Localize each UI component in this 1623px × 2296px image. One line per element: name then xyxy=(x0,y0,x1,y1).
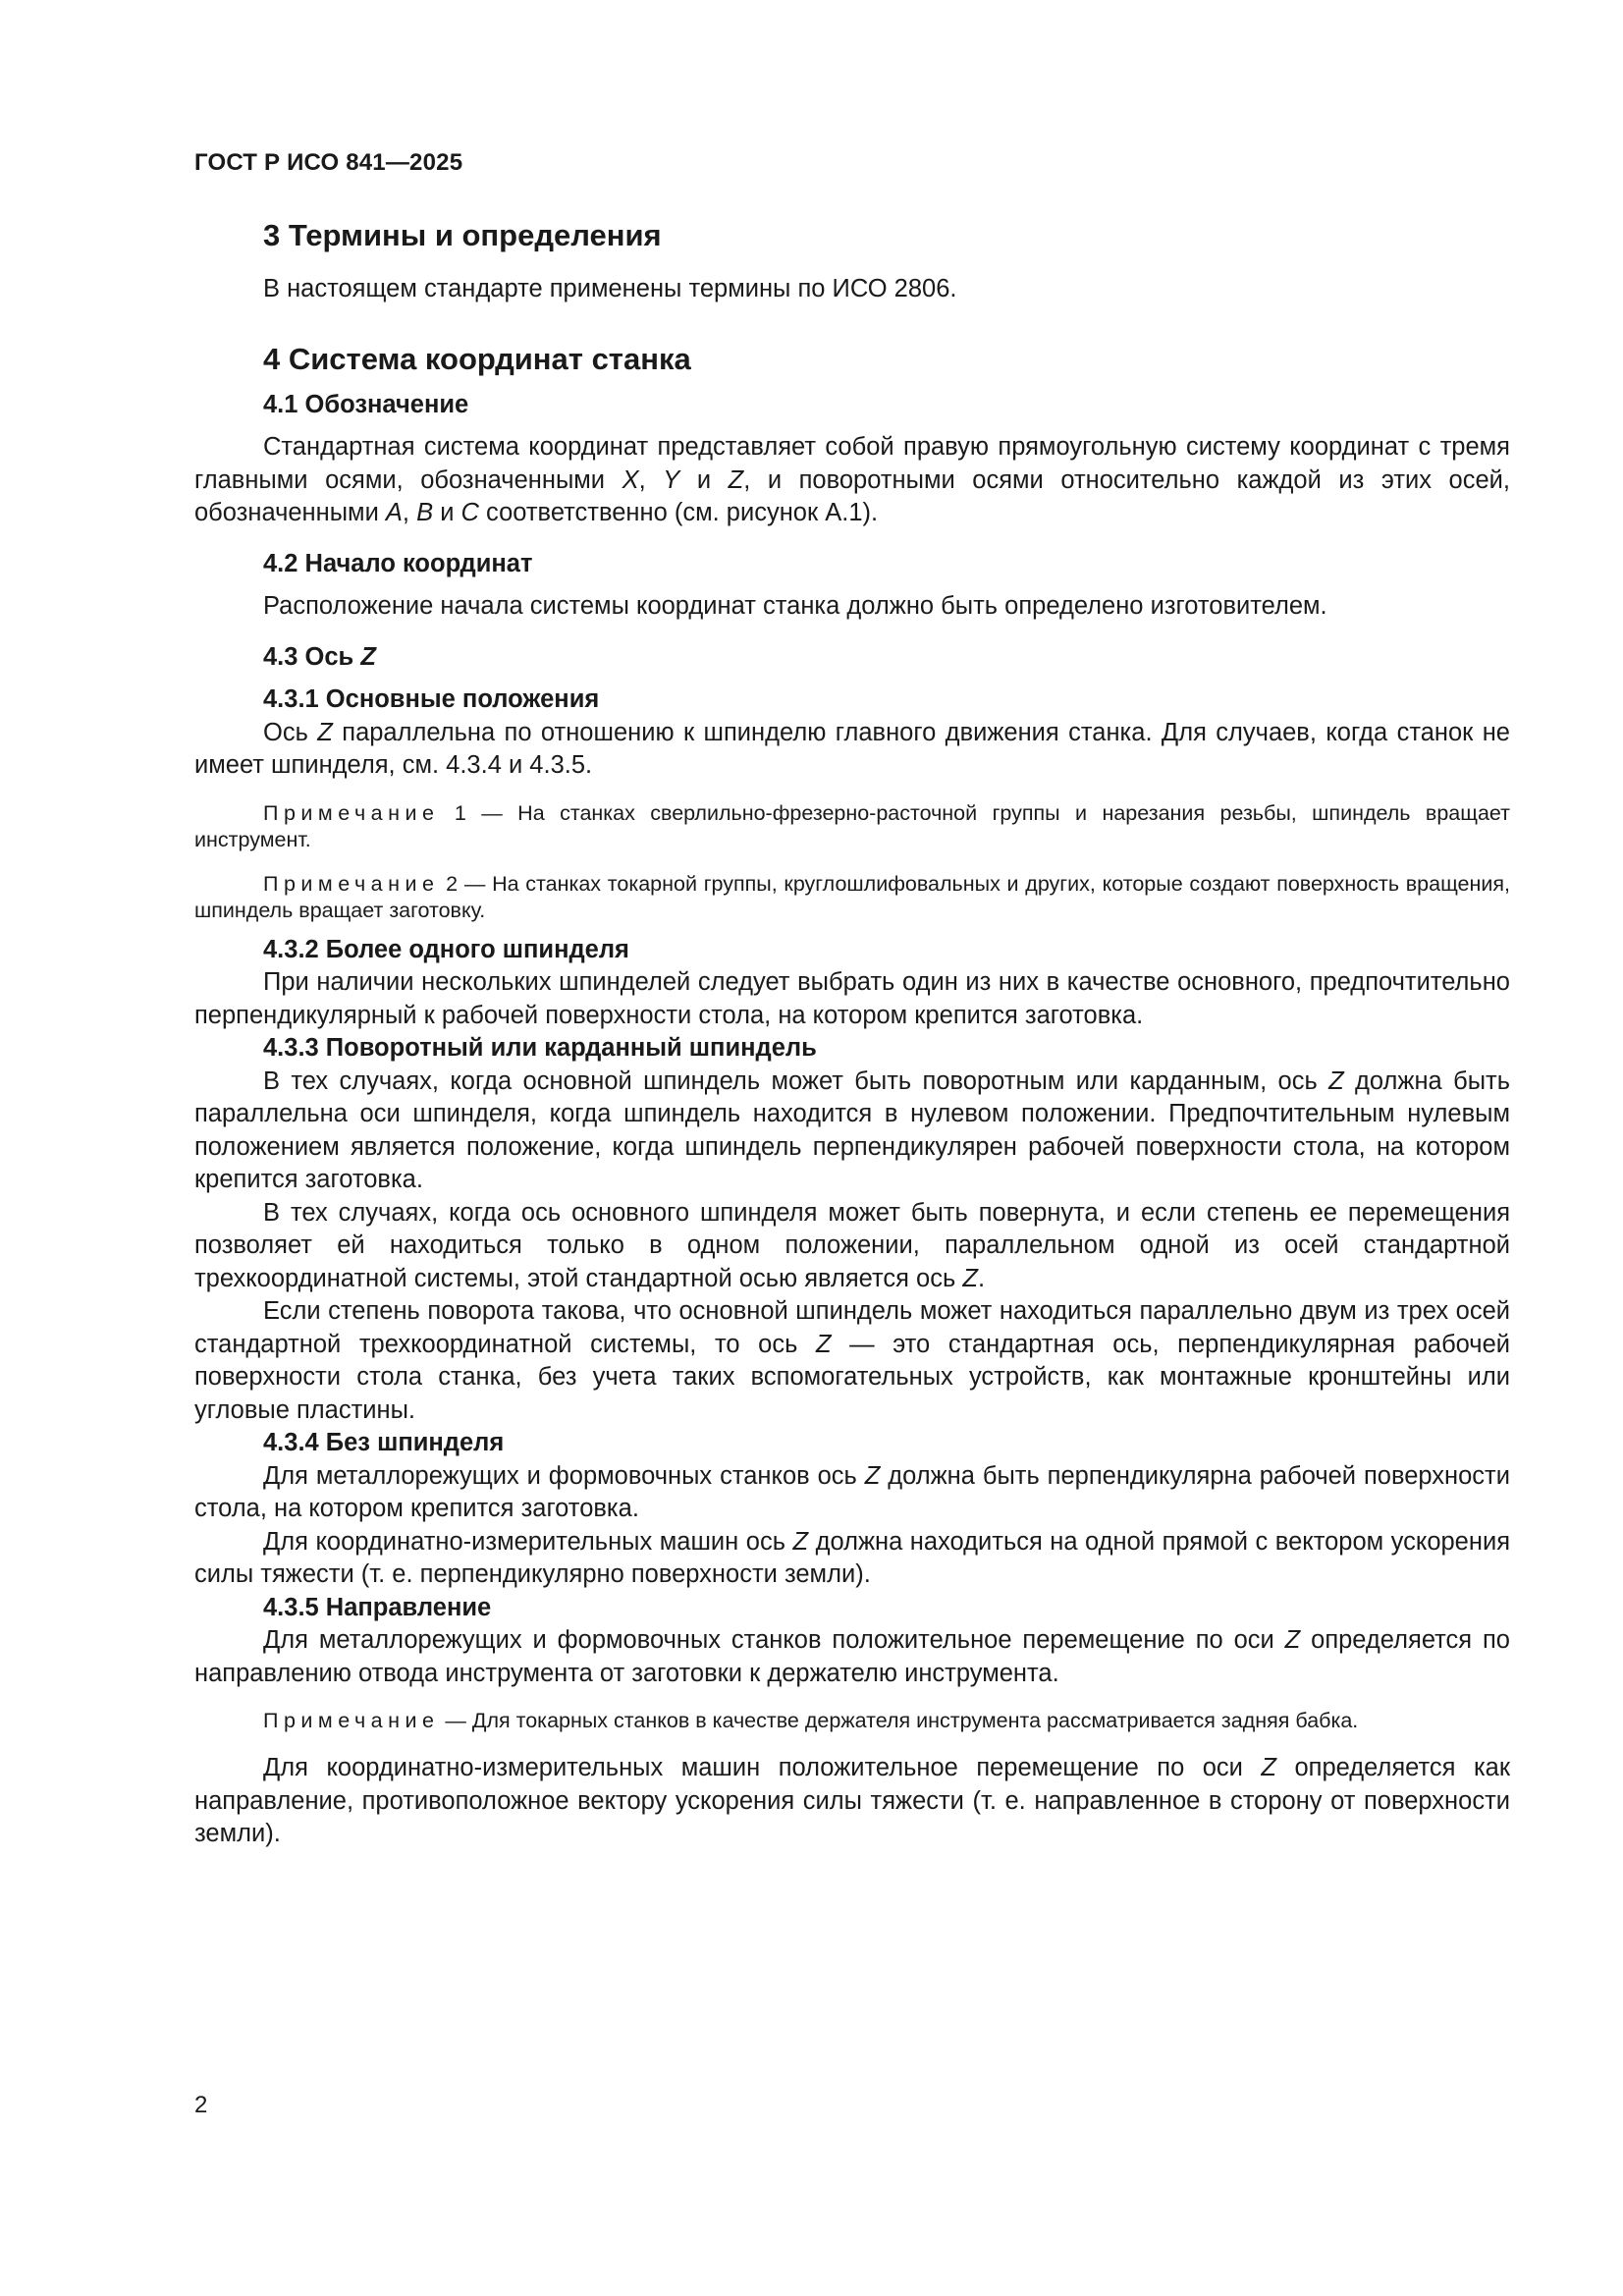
page-number: 2 xyxy=(194,2092,208,2118)
document-header: ГОСТ Р ИСО 841—2025 xyxy=(194,149,463,176)
section-4-3-1-text: Ось Z параллельна по отношению к шпинделю главного движения станка. Для случаев, когда станок не имеет шпинделя, см. 4.3.4 и 4.3.5. xyxy=(194,718,1510,779)
section-4-3-3-para-3: Если степень поворота такова, что основной шпиндель может находиться параллельно двум из трех осей стандартной трехкоординатной системы, то ось Z — это стандартная ось, перпендикулярная рабочей поверхности стола станка, без учета таких вспомогательных устройств, как монтажные кронштейны или угловые пластины. xyxy=(194,1297,1511,1424)
section-4-3-3-para-1: В тех случаях, когда основной шпиндель может быть поворотным или карданным, ось Z должна быть параллельна оси шпинделя, когда шпиндель находится в нулевом положении. Предпочтительным нулевым положением является положение, когда шпиндель перпендикулярен рабочей поверхности стола, на котором крепится заготовка. xyxy=(194,1066,1510,1193)
section-3-heading: 3 Термины и определения xyxy=(263,218,662,252)
section-4-2-text: Расположение начала системы координат станка должно быть определено изготовителем. xyxy=(263,592,1327,620)
section-4-1-heading: 4.1 Обозначение xyxy=(263,390,469,418)
note-3: Примечание — Для токарных станков в качестве держателя инструмента рассматривается задняя бабка. xyxy=(263,1709,1359,1732)
section-4-3-1-heading: 4.3.1 Основные положения xyxy=(263,685,600,713)
section-4-3-4-para-2: Для координатно-измерительных машин ось Z должна находиться на одной прямой с вектором ускорения силы тяжести (т. е. перпендикулярно поверхности земли). xyxy=(194,1527,1511,1588)
section-4-3-5-heading: 4.3.5 Направление xyxy=(263,1593,492,1621)
section-4-3-heading: 4.3 Ось Z xyxy=(263,642,376,671)
note-1: Примечание 1 — На станках сверлильно-фрезерно-расточной группы и нарезания резьбы, шпиндель вращает инструмент. xyxy=(194,800,1510,851)
section-4-3-4-heading: 4.3.4 Без шпинделя xyxy=(263,1429,505,1456)
section-4-3-5-para-1: Для металлорежущих и формовочных станков положительное перемещение по оси Z определяется по направлению отвода инструмента от заготовки к держателю инструмента. xyxy=(194,1626,1510,1687)
section-4-heading: 4 Система координат станка xyxy=(263,341,691,376)
section-4-3-3-heading: 4.3.3 Поворотный или карданный шпиндель xyxy=(263,1034,817,1062)
section-4-3-4-para-1: Для металлорежущих и формовочных станков ось Z должна быть перпендикулярна рабочей поверхности стола, на котором крепится заготовка. xyxy=(194,1461,1510,1522)
section-4-3-5-para-2: Для координатно-измерительных машин положительное перемещение по оси Z определяется как направление, противоположное вектору ускорения силы тяжести (т. е. направленное в сторону от поверхности земли). xyxy=(194,1754,1510,1847)
section-4-1-text: Стандартная система координат представляет собой правую прямоугольную систему координат с тремя главными осями, обозначенными X, Y и Z, и поворотными осями относительно каждой из этих осей, обозначенными A, B и C соответственно (см. рисунок А.1). xyxy=(194,433,1510,526)
section-4-3-2-heading: 4.3.2 Более одного шпинделя xyxy=(263,935,629,963)
section-3-text: В настоящем стандарте применены термины по ИСО 2806. xyxy=(263,275,957,302)
section-4-3-2-text: При наличии нескольких шпинделей следует выбрать один из них в качестве основного, предпочтительно перпендикулярный к рабочей поверхности стола, на котором крепится заготовка. xyxy=(194,968,1510,1029)
section-4-2-heading: 4.2 Начало координат xyxy=(263,549,533,577)
section-4-3-3-para-2: В тех случаях, когда ось основного шпинделя может быть повернута, и если степень ее перемещения позволяет ей находиться только в одном положении, параллельном одной из осей стандартной трехкоординатной системы, этой стандартной осью является ось Z. xyxy=(194,1198,1510,1292)
note-2: Примечание 2 — На станках токарной группы, круглошлифовальных и других, которые создают поверхность вращения, шпиндель вращает заготовку. xyxy=(194,871,1510,922)
document-body xyxy=(194,216,1510,1851)
